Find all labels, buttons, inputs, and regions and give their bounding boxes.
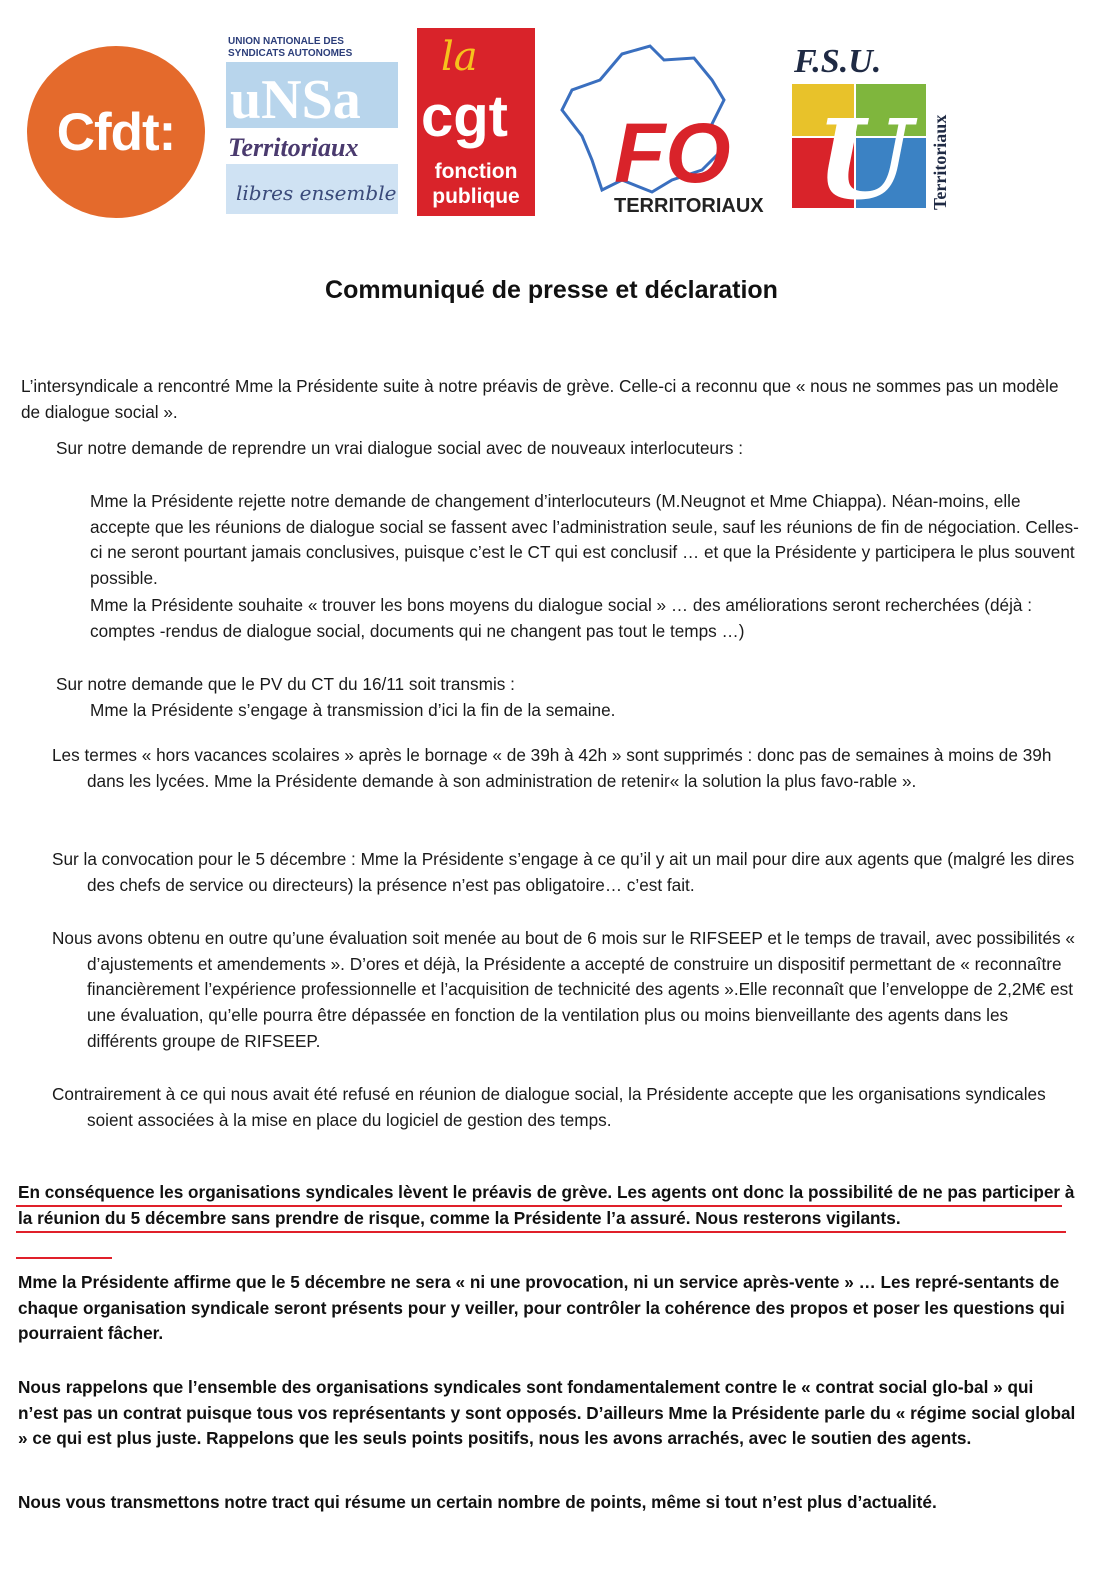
cfdt-logo (27, 46, 205, 218)
cfdt-logo-text: Cfdt: (56, 102, 176, 162)
paragraph-convocation: Sur la convocation pour le 5 décembre : Mme la Présidente s’engage à ce qu’il y ait un mail pour dire aux agents que (malgré les dires des chefs de service ou directeurs) la présence n’est pas obligatoire… c’est fait. (52, 849, 1075, 895)
unsa-sub: Territoriaux (228, 133, 359, 162)
fsu-u-letter: U (816, 95, 912, 216)
paragraph-hours: Les termes « hors vacances scolaires » après le bornage « de 39h à 42h » sont supprimés : donc pas de semaines à moins de 39h dans les lycées. Mme la Présidente demande à son administration de retenir« la solution la plus favo-rable ». (52, 745, 1052, 791)
paragraph-pv-answer: Mme la Présidente s’engage à transmission d’ici la fin de la semaine. (90, 700, 616, 720)
fsu-logo (786, 30, 956, 216)
underline-3 (16, 1257, 112, 1259)
cgt-top: la (441, 34, 478, 80)
unsa-tagline: libres ensemble (236, 181, 397, 205)
cgt-sub2: publique (432, 185, 520, 208)
paragraph-interlocutors: Mme la Présidente rejette notre demande de changement d’interlocuteurs (M.Neugnot et Mme Chiappa). Néan-moins, elle accepte que les réunions de dialogue social se fassent avec l’administration seule, sauf les réunions de fin de négociation. Celles-ci ne seront pourtant jamais conclusives, puisque c’est le CT qui est conclusif … et que la Présidente y participera le plus souvent possible. (90, 491, 1079, 589)
cgt-logo-graphic (417, 28, 535, 216)
cgt-logo (417, 28, 535, 216)
cgt-sub1: fonction (434, 160, 518, 183)
paragraph-strike-lifted: En conséquence les organisations syndicales lèvent le préavis de grève. Les agents ont donc la possibilité de ne pas participer à la réunion du 5 décembre sans prendre de risque, comme la Présidente l’a assuré. Nous resterons vigilants. (18, 1182, 1075, 1228)
underline-2 (16, 1231, 1066, 1233)
unsa-line2: SYNDICATS AUTONOMES (228, 48, 353, 59)
fo-sub: TERRITORIAUX (614, 195, 764, 217)
fsu-logo-graphic (786, 30, 956, 216)
paragraph-social-contract: Nous rappelons que l’ensemble des organisations syndicales sont fondamentalement contre le « contrat social glo-bal » qui n’est pas un contrat puisque tous vos représentants y sont opposés. D’ailleurs Mme la Présidente parle du « régime social global » ce qui est plus juste. Rappelons que les seuls points positifs, nous les avons arrachés, avec le soutien des agents. (18, 1377, 1076, 1449)
fsu-top: F.S.U. (794, 43, 882, 80)
unsa-logo-graphic (224, 32, 400, 216)
fsu-side: Territoriaux (930, 114, 950, 210)
unsa-logo (224, 32, 400, 216)
paragraph-december-5: Mme la Présidente affirme que le 5 décembre ne sera « ni une provocation, ni un service après-vente » … Les repré-sentants de chaque organisation syndicale seront présents pour y veiller, pour contrôler la cohérence des propos et poser les questions qui pourraient fâcher. (18, 1272, 1065, 1344)
paragraph-tract: Nous vous transmettons notre tract qui résume un certain nombre de points, même si tout n’est plus d’actualité. (18, 1492, 937, 1512)
page-title: Communiqué de presse et déclaration (325, 276, 778, 304)
paragraph-dialogue-means: Mme la Présidente souhaite « trouver les bons moyens du dialogue social » … des améliorations seront recherchées (déjà : comptes -rendus de dialogue social, documents qui ne changent pas tout le temps …) (90, 595, 1032, 641)
cgt-brand: cgt (421, 84, 508, 149)
unsa-brand: uNSa (230, 69, 361, 131)
fo-brand: FO (614, 106, 731, 200)
logo-band (0, 0, 1103, 230)
paragraph-pv-demand: Sur notre demande que le PV du CT du 16/11 soit transmis : (56, 674, 515, 694)
fo-logo (552, 40, 782, 218)
paragraph-dialogue-demand: Sur notre demande de reprendre un vrai dialogue social avec de nouveaux interlocuteurs : (56, 438, 743, 458)
unsa-line1: UNION NATIONALE DES (228, 36, 344, 47)
paragraph-software: Contrairement à ce qui nous avait été refusé en réunion de dialogue social, la Présidente accepte que les organisations syndicales soient associées à la mise en place du logiciel de gestion des temps. (52, 1084, 1046, 1130)
fo-logo-graphic (552, 40, 782, 218)
underline-1 (16, 1205, 1062, 1207)
paragraph-intro: L’intersyndicale a rencontré Mme la Présidente suite à notre préavis de grève. Celle-ci a reconnu que « nous ne sommes pas un modèle de dialogue social ». (21, 376, 1059, 422)
paragraph-rifseep: Nous avons obtenu en outre qu’une évaluation soit menée au bout de 6 mois sur le RIFSEEP et le temps de travail, avec possibilités « d’ajustements et amendements ». D’ores et déjà, la Présidente a accepté de construire un dispositif permettant de « reconnaître financièrement l’expérience professionnelle et l’acquisition de technicité des agents ».Elle reconnaît que l’enveloppe de 2,2M€ est une évaluation, qu’elle pourra être dépassée en fonction de la ventilation plus ou moins bienveillante des agents dans les différents groupe de RIFSEEP. (52, 928, 1075, 1051)
